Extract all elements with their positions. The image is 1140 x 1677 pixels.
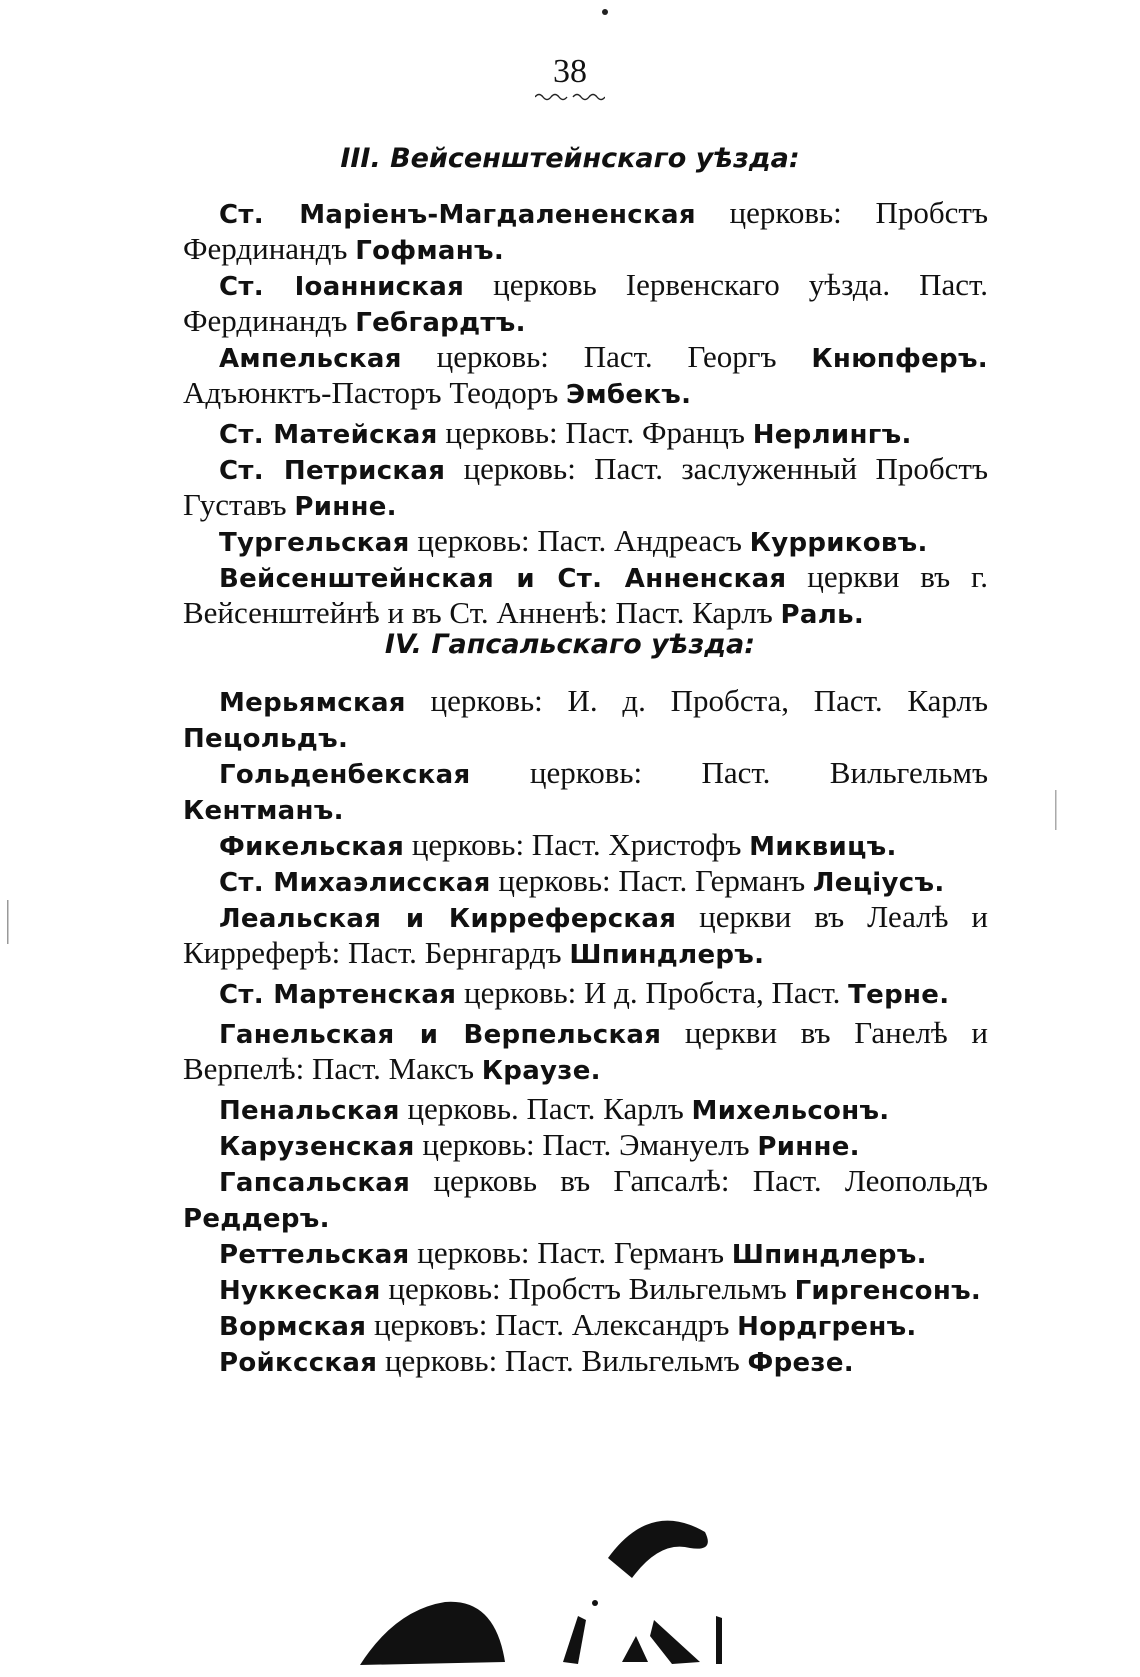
- margin-mark-icon: [1054, 790, 1058, 830]
- ornament-icon: [535, 92, 605, 102]
- speck-icon: [601, 8, 609, 16]
- heading-section-iv: IV. Гапсальскаго уѣзда:: [384, 629, 756, 660]
- list-item: Гольденбекская церковь: Паст. Вильгельмъ Кентманъ.: [183, 755, 988, 826]
- list-item: Тургельская церковь: Паст. Андреасъ Курриковъ.: [219, 523, 928, 558]
- ink-blot-icon: [0, 1440, 1140, 1677]
- list-item: Нуккеская церковь: Пробстъ Вильгельмъ Гиргенсонъ.: [219, 1271, 982, 1306]
- section-iii-entries: [183, 196, 988, 632]
- list-item: Пенальская церковь. Паст. Карлъ Михельсонъ.: [219, 1091, 890, 1126]
- page-number: 38: [553, 53, 587, 90]
- list-item: Ст. Петриская церковь: Паст. заслуженный Пробстъ Густавъ Ринне.: [183, 451, 988, 522]
- list-item: Реттельская церковь: Паст. Германъ Шпиндлеръ.: [219, 1235, 927, 1270]
- list-item: Ганельская и Верпельская церкви въ Ганелѣ и Верпелѣ: Паст. Максъ Краузе.: [183, 1015, 988, 1086]
- list-item: Ст. Іоанниская церковь Іервенскаго уѣзда. Паст. Фердинандъ Гебгардтъ.: [183, 267, 988, 338]
- heading-section-iii: III. Вейсенштейнскаго уѣзда:: [340, 143, 800, 174]
- list-item: Карузенская церковь: Паст. Эмануелъ Ринне.: [219, 1127, 860, 1162]
- section-iv-entries: [183, 684, 988, 1380]
- list-item: Леальская и Кирреферская церкви въ Леалѣ и Кирреферѣ: Паст. Бернгардъ Шпиндлеръ.: [183, 899, 989, 970]
- list-item: Фикельская церковь: Паст. Христофъ Миквицъ.: [219, 827, 897, 862]
- margin-mark-icon: [6, 900, 10, 944]
- list-item: Вормская церковъ: Паст. Александръ Нордгренъ.: [219, 1307, 917, 1342]
- list-item: Ампельская церковь: Паст. Георгъ Кнюпферъ. Адъюнктъ-Пасторъ Теодоръ Эмбекъ.: [183, 339, 988, 410]
- list-item: Ройксская церковь: Паст. Вильгельмъ Фрезе.: [219, 1343, 854, 1378]
- list-item: Гапсальская церковь въ Гапсалѣ: Паст. Леопольдъ Реддеръ.: [183, 1163, 988, 1234]
- list-item: Ст. Михаэлисская церковь: Паст. Германъ Лецiусъ.: [219, 863, 945, 898]
- list-item: Мерьямская церковь: И. д. Пробста, Паст. Карлъ Пецольдъ.: [183, 683, 988, 754]
- list-item: Вейсенштейнская и Ст. Анненская церкви въ г. Вейсенштейнѣ и въ Ст. Анненѣ: Паст. Карлъ Раль.: [183, 559, 988, 630]
- list-item: Ст. Матейская церковь: Паст. Францъ Нерлингъ.: [219, 415, 912, 450]
- list-item: Ст. Мартенская церковь: И д. Пробста, Паст. Терне.: [219, 975, 950, 1010]
- list-item: Ст. Маріенъ-Магдалененская церковь: Пробстъ Фердинандъ Гофманъ.: [183, 195, 988, 266]
